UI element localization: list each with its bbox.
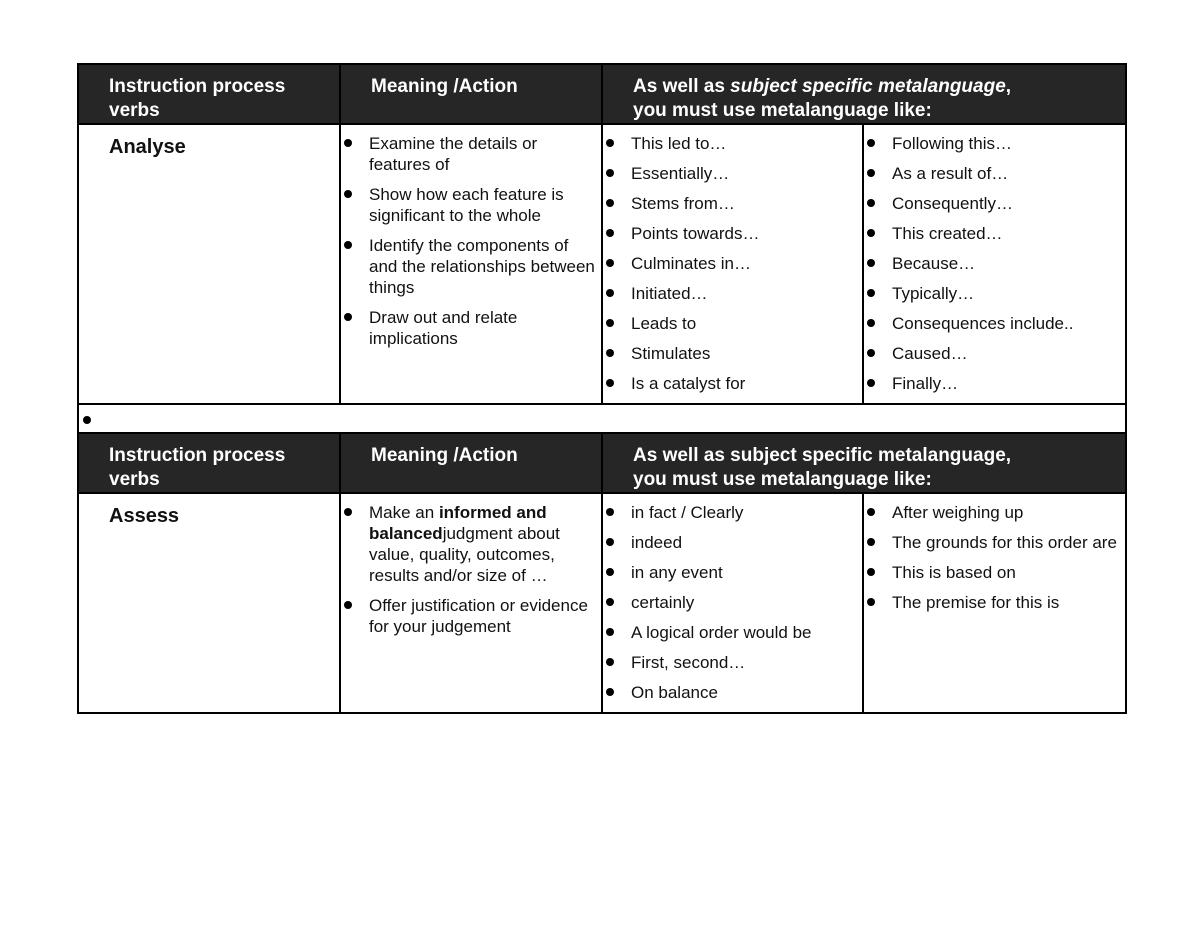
list-item: Points towards… — [603, 223, 856, 244]
header-metalanguage-2: As well as subject specific metalanguage, you must use metalanguage like: — [633, 445, 1012, 490]
assess-phrases-list-a — [603, 494, 862, 703]
analyse-phrases-list-a — [603, 125, 862, 394]
list-item: indeed — [603, 532, 856, 553]
list-item: Caused… — [864, 343, 1119, 364]
list-item: Finally… — [864, 373, 1119, 394]
header-metalanguage: As well as subject specific metalanguage, you must use metalanguage like: — [633, 76, 1012, 121]
list-item: First, second… — [603, 652, 856, 673]
list-item: Following this… — [864, 133, 1119, 154]
verb-assess: Assess — [109, 505, 180, 527]
table-header-row — [78, 64, 1126, 124]
analyse-meanings-list — [341, 125, 601, 349]
list-item: Stems from… — [603, 193, 856, 214]
list-item: Stimulates — [603, 343, 856, 364]
list-item: Make an informed and balancedjudgment about value, quality, outcomes, results and/or size of … — [341, 502, 595, 586]
header-instruction-verbs-2: Instruction process verbs — [109, 445, 286, 490]
table-row-analyse — [78, 124, 1126, 404]
list-item: This is based on — [864, 562, 1119, 583]
header-meaning-action-2: Meaning /Action — [371, 445, 518, 466]
list-item: This led to… — [603, 133, 856, 154]
list-item: Consequently… — [864, 193, 1119, 214]
analyse-phrases-list-b — [864, 125, 1125, 394]
list-item: Because… — [864, 253, 1119, 274]
list-item: A logical order would be — [603, 622, 856, 643]
header-instruction-verbs: Instruction process verbs — [109, 76, 286, 121]
list-item: in any event — [603, 562, 856, 583]
spacer-row — [78, 404, 1126, 433]
list-item: After weighing up — [864, 502, 1119, 523]
header-meaning-action: Meaning /Action — [371, 76, 518, 97]
bullet-dot — [83, 416, 91, 424]
list-item: Consequences include.. — [864, 313, 1119, 334]
verb-analyse: Analyse — [109, 136, 186, 158]
table-header-row-2 — [78, 433, 1126, 493]
list-item: Identify the components of and the relationships between things — [341, 235, 595, 298]
instruction-verbs-table — [77, 63, 1127, 714]
list-item: Leads to — [603, 313, 856, 334]
assess-meanings-list — [341, 494, 601, 637]
list-item: The premise for this is — [864, 592, 1119, 613]
list-item: Culminates in… — [603, 253, 856, 274]
list-item: Typically… — [864, 283, 1119, 304]
list-item: As a result of… — [864, 163, 1119, 184]
list-item: This created… — [864, 223, 1119, 244]
list-item: On balance — [603, 682, 856, 703]
list-item: Draw out and relate implications — [341, 307, 595, 349]
list-item: Essentially… — [603, 163, 856, 184]
list-item: certainly — [603, 592, 856, 613]
table-row-assess — [78, 493, 1126, 713]
list-item: Show how each feature is significant to the whole — [341, 184, 595, 226]
list-item: Initiated… — [603, 283, 856, 304]
list-item: Is a catalyst for — [603, 373, 856, 394]
list-item: The grounds for this order are — [864, 532, 1119, 553]
assess-phrases-list-b — [864, 494, 1125, 613]
list-item: Examine the details or features of — [341, 133, 595, 175]
list-item: Offer justification or evidence for your judgement — [341, 595, 595, 637]
list-item: in fact / Clearly — [603, 502, 856, 523]
